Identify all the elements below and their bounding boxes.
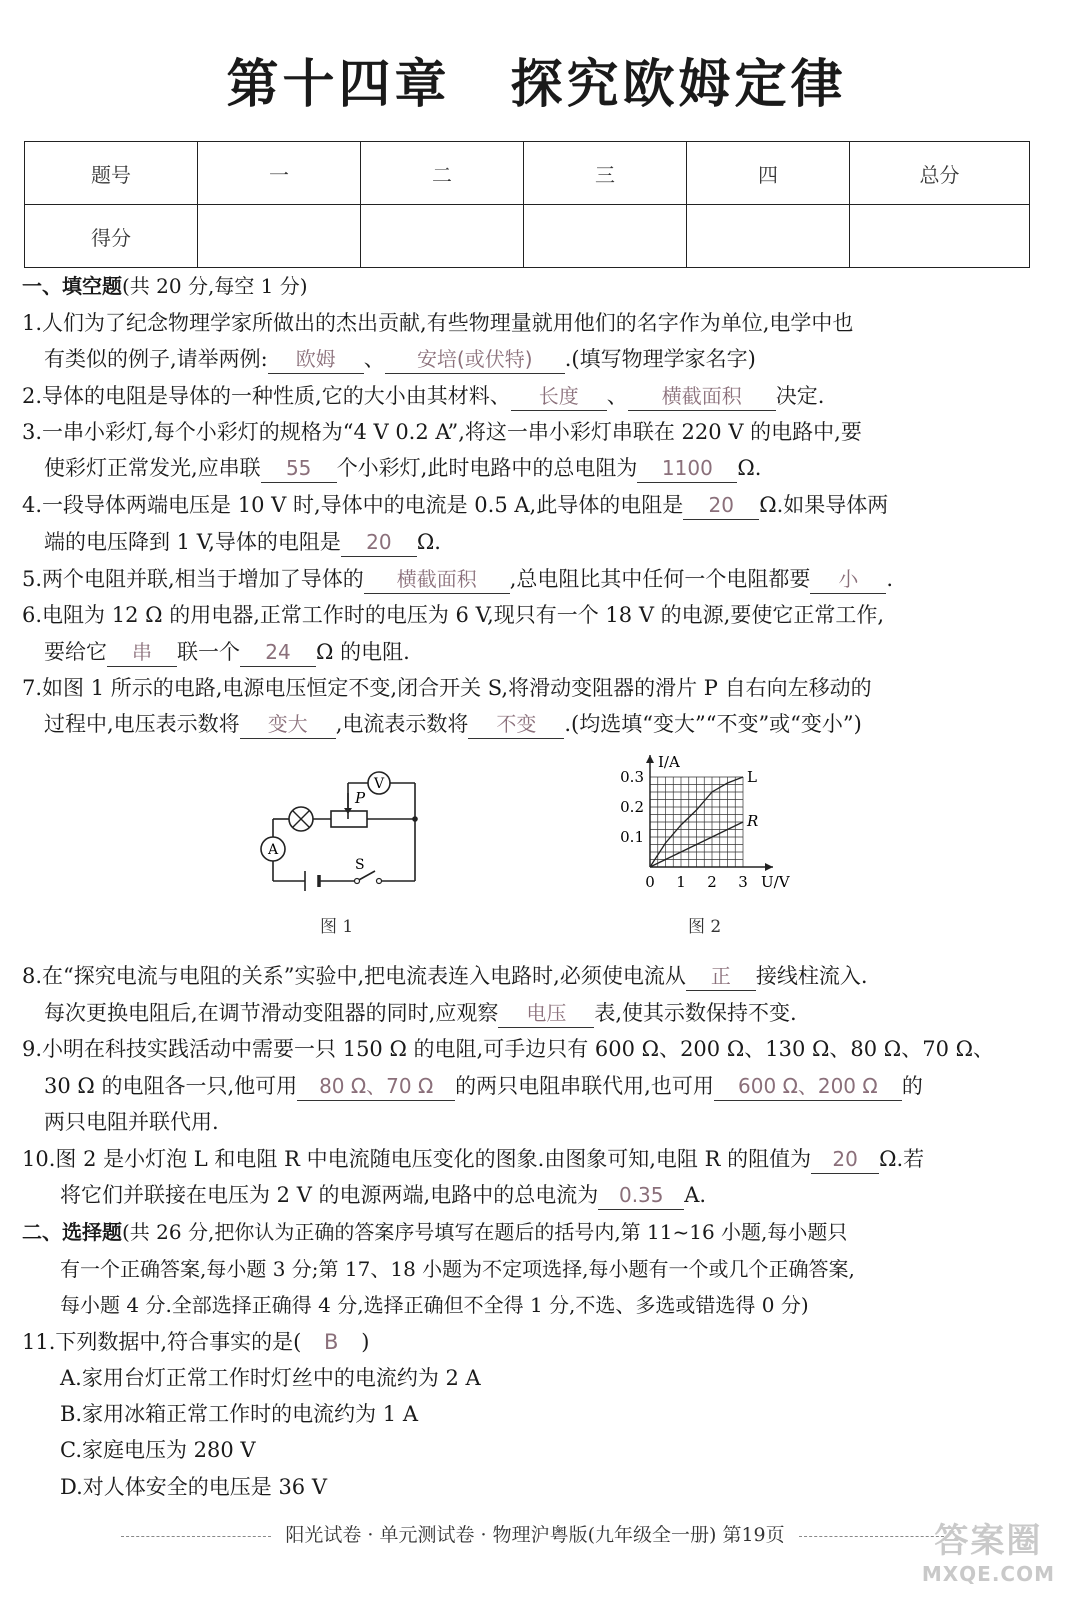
question-11-stem: 11.下列数据中,符合事实的是( B ) [22,1324,369,1360]
answer-blank: 长度 [511,382,607,411]
section1-heading: 一、填空题(共 20 分,每空 1 分) [22,274,308,298]
curve-label-R: R [747,812,759,830]
question-4-line1: 4.一段导体两端电压是 10 V 时,导体中的电流是 0.5 A,此导体的电阻是 20 Ω.如果导体两 [22,487,888,523]
question-7-line2: 过程中,电压表示数将 变大 ,电流表示数将 不变 .(均选填“变大”“不变”或“变小”) [44,706,862,742]
question-3-line2: 使彩灯正常发光,应串联 55 个小彩灯,此时电路中的总电阻为 1100 Ω. [44,450,761,486]
question-7-line1: 7.如图 1 所示的电路,电源电压恒定不变,闭合开关 S,将滑动变阻器的滑片 P 自右向左移动的 [22,676,872,700]
answer-blank: 正 [686,962,756,991]
section2-note-line2: 有一个正确答案,每小题 3 分;第 17、18 小题为不定项选择,每小题有一个或几个正确答案, [60,1257,855,1281]
question-1-line2: 有类似的例子,请举两例: 欧姆 、 安培(或伏特) .(填写物理学家名字) [44,341,756,377]
score-header-cell: 二 [361,142,524,205]
score-table-score-row [25,205,1030,268]
answer-blank: 串 [107,638,177,667]
footer-divider [121,1536,271,1537]
rheostat [331,811,367,827]
x-tick-label: 1 [676,873,686,891]
slider-label: P [355,789,366,807]
lamp-symbol [289,807,313,831]
score-header-cell: 总分 [850,142,1030,205]
voltmeter-label: V [373,776,385,792]
page-title [0,42,1073,117]
y-axis-arrow [646,755,654,763]
score-header-cell: 一 [198,142,361,205]
answer-blank: 不变 [468,710,564,739]
y-tick-label: 0.2 [620,798,644,816]
score-cell [198,205,361,268]
section2-heading: 二、选择题(共 26 分,把你认为正确的答案序号填写在题后的括号内,第 11~16 小题,每小题只 [22,1220,848,1244]
question-9-line3: 两只电阻并联代用. [44,1110,219,1134]
question-6-line1: 6.电阻为 12 Ω 的用电器,正常工作时的电压为 6 V,现只有一个 18 V 的电源,要使它正常工作, [22,603,885,627]
graph-grid [650,777,743,867]
question-9-line1: 9.小明在科技实践活动中需要一只 150 Ω 的电阻,可手边只有 600 Ω、200 Ω、130 Ω、80 Ω、70 Ω、 [22,1037,995,1061]
question-10-line2: 将它们并联接在电压为 2 V 的电源两端,电路中的总电流为 0.35 A. [60,1177,706,1213]
iu-graph [605,745,805,895]
option-b: B.家用冰箱正常工作时的电流约为 1 A [60,1402,418,1426]
answer-blank: 0.35 [598,1181,684,1210]
answer-blank: 欧姆 [268,345,364,374]
x-axis-arrow [765,863,773,871]
answer-blank: 横截面积 [628,382,776,411]
x-tick-label: 2 [707,873,717,891]
score-table [24,141,1030,268]
page-footer [40,1520,1030,1547]
score-table-header-row [25,142,1030,205]
answer-blank: 80 Ω、70 Ω [297,1072,455,1101]
score-header-cell: 四 [687,142,850,205]
score-header-cell: 三 [524,142,687,205]
question-2: 2.导体的电阻是导体的一种性质,它的大小由其材料、 长度 、 横截面积 决定. [22,378,824,414]
answer-choice: B [324,1330,339,1354]
score-cell [361,205,524,268]
score-cell [687,205,850,268]
answer-blank: 600 Ω、200 Ω [714,1072,902,1101]
switch-label: S [355,857,365,873]
answer-blank: 20 [683,491,759,520]
x-axis-label: U/V [761,873,790,891]
footer-text: 阳光试卷 · 单元测试卷 · 物理沪粤版(九年级全一册) 第19页 [285,1524,785,1546]
answer-blank: 20 [811,1145,879,1174]
ammeter-label: A [267,842,279,858]
question-10-line1: 10.图 2 是小灯泡 L 和电阻 R 中电流随电压变化的图象.由图象可知,电阻 R 的阻值为 20 Ω.若 [22,1141,924,1177]
section2-note-line3: 每小题 4 分.全部选择正确得 4 分,选择正确但不全得 1 分,不选、多选或错选得 0 分) [60,1293,809,1317]
question-8-line2: 每次更换电阻后,在调节滑动变阻器的同时,应观察 电压 表,使其示数保持不变. [44,995,797,1031]
answer-blank: 安培(或伏特) [385,345,565,374]
question-8-line1: 8.在“探究电流与电阻的关系”实验中,把电流表连入电路时,必须使电流从 正 接线柱流入. [22,958,868,994]
chapter-number: 第十四章 [226,55,451,115]
figure-2-caption: 图 2 [688,917,722,937]
figure-1-caption: 图 1 [320,917,354,937]
option-a: A.家用台灯正常工作时灯丝中的电流约为 2 A [60,1366,481,1390]
answer-blank: 55 [261,454,337,483]
y-tick-label: 0.1 [620,828,644,846]
switch-contact [377,879,382,884]
junction-dot [412,816,418,822]
answer-blank: 1100 [637,454,737,483]
y-tick-label: 0.3 [620,768,644,786]
answer-blank: 电压 [498,999,594,1028]
score-cell [850,205,1030,268]
question-6-line2: 要给它 串 联一个 24 Ω 的电阻. [44,634,410,670]
circuit-diagram [255,765,435,895]
switch-contact [355,879,360,884]
question-5: 5.两个电阻并联,相当于增加了导体的 横截面积 ,总电阻比其中任何一个电阻都要 小 . [22,561,893,597]
answer-blank: 小 [810,565,886,594]
watermark-logo: 答案圈 MXQE.COM [921,1521,1055,1586]
question-9-line2: 30 Ω 的电阻各一只,他可用 80 Ω、70 Ω 的两只电阻串联代用,也可用 600 Ω、200 Ω 的 [44,1068,923,1104]
question-4-line2: 端的电压降到 1 V,导体的电阻是 20 Ω. [44,524,441,560]
option-d: D.对人体安全的电压是 36 V [60,1475,328,1499]
answer-blank: 变大 [240,710,336,739]
x-tick-label: 0 [645,873,655,891]
score-row-label: 得分 [25,205,198,268]
answer-blank: 20 [341,528,417,557]
answer-blank: 横截面积 [364,565,510,594]
chapter-name: 探究欧姆定律 [510,55,847,115]
score-header-cell: 题号 [25,142,198,205]
answer-blank: 24 [240,638,316,667]
curve-label-L: L [747,768,757,786]
x-tick-label: 3 [738,873,748,891]
question-3-line1: 3.一串小彩灯,每个小彩灯的规格为“4 V 0.2 A”,将这一串小彩灯串联在 220 V 的电路中,要 [22,420,862,444]
option-c: C.家庭电压为 280 V [60,1438,256,1462]
y-axis-label: I/A [658,753,680,771]
question-1-line1: 1.人们为了纪念物理学家所做出的杰出贡献,有些物理量就用他们的名字作为单位,电学中也 [22,311,854,335]
score-cell [524,205,687,268]
